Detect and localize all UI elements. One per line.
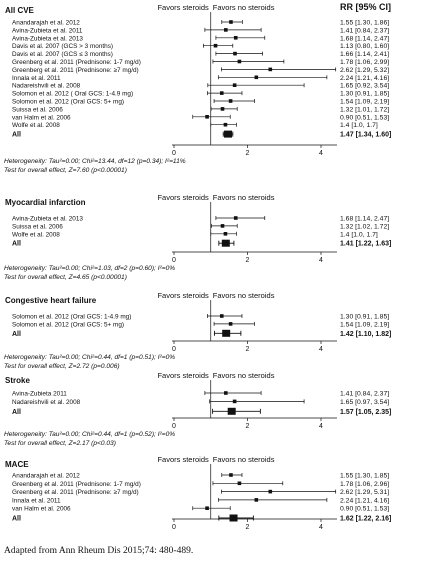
study-point-estimate (234, 36, 238, 40)
study-point-estimate (234, 216, 238, 220)
study-point-estimate (220, 314, 224, 318)
study-rr-ci: 1.78 [1.06, 2.96] (340, 480, 390, 488)
forest-panel-2 (4, 291, 391, 370)
study-label: Innala et al. 2011 (12, 74, 61, 82)
overall-effect-note: Test for overall effect, Z=7.60 (p<0.00001) (4, 167, 127, 174)
pooled-rr-ci: 1.62 [1.22, 2.16] (340, 515, 392, 523)
favors-steroids-label: Favors steroids (157, 193, 209, 202)
x-axis-tick-label: 0 (172, 150, 176, 157)
study-rr-ci: 1.4 [1.0, 1.7] (340, 122, 378, 130)
study-label: Avina-Zubieta 2011 (12, 390, 67, 398)
x-axis-tick-label: 2 (245, 150, 250, 157)
study-label: Davis et al. 2007 (GCS > 3 months) (12, 43, 114, 51)
study-label: Avina-Zubieta et al. 2013 (12, 215, 83, 223)
study-point-estimate (268, 68, 272, 72)
pooled-rr-ci: 1.42 [1.10, 1.82] (340, 330, 392, 338)
study-label: Suissa et al. 2006 (12, 106, 63, 114)
study-rr-ci: 1.65 [0.92, 3.54] (340, 82, 390, 90)
study-point-estimate (214, 44, 218, 48)
study-point-estimate (268, 490, 272, 494)
study-rr-ci: 1.41 [0.84, 2.37] (340, 390, 390, 398)
study-label: van Halm et al. 2006 (12, 114, 71, 122)
favors-steroids-label: Favors steroids (157, 455, 209, 464)
study-rr-ci: 0.90 [0.51, 1.53] (340, 505, 390, 513)
study-point-estimate (233, 400, 237, 404)
study-rr-ci: 1.54 [1.09, 2.19] (340, 98, 390, 106)
study-label: Anandarajah et al. 2012 (12, 19, 80, 27)
study-point-estimate (255, 76, 259, 80)
study-rr-ci: 2.62 [1.29, 5.32] (340, 66, 390, 74)
study-point-estimate (221, 224, 225, 228)
rr-ci-header: RR [95% CI] (340, 2, 392, 12)
study-label: Anandarajah et al. 2012 (12, 472, 80, 480)
study-label: Greenberg et al. 2011 (Prednisone: ≥7 mg/d) (12, 489, 139, 497)
study-point-estimate (233, 52, 237, 56)
study-point-estimate (229, 99, 233, 103)
study-rr-ci: 1.41 [0.84, 2.37] (340, 27, 390, 35)
favors-steroids-label: Favors steroids (157, 291, 209, 300)
study-label: Greenberg et al. 2011 (Prednisone: 1-7 mg/d) (12, 59, 141, 66)
pooled-label: All (12, 408, 21, 416)
pooled-rr-ci: 1.47 [1.34, 1.60] (340, 131, 392, 139)
study-label: Avina-Zubieta et al. 2011 (12, 27, 83, 35)
study-point-estimate (229, 20, 233, 24)
study-label: Avina-Zubieta et al. 2013 (12, 35, 83, 43)
study-point-estimate (238, 482, 242, 486)
x-axis-tick-label: 0 (172, 423, 176, 430)
study-rr-ci: 1.68 [1.14, 2.47] (340, 215, 390, 223)
study-label: Solomon et al. 2012 (Oral GCS: 5+ mg) (12, 98, 125, 106)
study-point-estimate (238, 60, 242, 64)
study-rr-ci: 1.55 [1.30, 1.85] (340, 472, 390, 480)
pooled-point-estimate (230, 515, 238, 522)
study-rr-ci: 1.55 [1.30, 1.86] (340, 19, 390, 27)
study-point-estimate (205, 506, 209, 510)
overall-effect-note: Test for overall effect, Z=2.17 (p<0.03) (4, 440, 116, 447)
study-rr-ci: 1.13 [0.80, 1.60] (340, 43, 390, 51)
study-label: Wolfe et al. 2008 (12, 122, 60, 130)
favors-no-steroids-label: Favors no steroids (212, 371, 275, 380)
study-label: Suissa et al. 2006 (12, 223, 63, 231)
study-rr-ci: 1.54 [1.09, 2.19] (340, 321, 390, 329)
x-axis-tick-label: 4 (319, 423, 323, 430)
study-rr-ci: 1.30 [0.91, 1.85] (340, 313, 390, 321)
study-point-estimate (224, 28, 228, 32)
heterogeneity-note: Heterogeneity: Tau²=0.00; Chi²=1.03, df=2 (p=0.60); I²=0% (4, 265, 176, 272)
study-label: Solomon et al. 2012 (Oral GCS: 1-4.9 mg) (12, 313, 132, 321)
favors-no-steroids-label: Favors no steroids (212, 3, 275, 12)
study-rr-ci: 1.32 [1.01, 1.72] (340, 106, 390, 114)
study-label: Greenberg et al. 2011 (Prednisone: 1-7 mg/d) (12, 480, 141, 488)
pooled-rr-ci: 1.41 [1.22, 1.63] (340, 240, 392, 248)
study-label: Nadareishvili et al. 2008 (12, 398, 81, 406)
study-label: Innala et al. 2011 (12, 497, 61, 505)
overall-effect-note: Test for overall effect, Z=2.72 (p=0.006) (4, 363, 120, 370)
study-label: Nadareishvili et al. 2008 (12, 82, 81, 90)
pooled-label: All (12, 131, 21, 139)
panel-title: Stroke (5, 376, 30, 385)
study-point-estimate (224, 123, 228, 127)
study-rr-ci: 1.30 [0.91, 1.85] (340, 90, 390, 98)
pooled-label: All (12, 515, 21, 523)
study-label: Solomon et al. 2012 ( Oral GCS: 1-4.9 mg) (12, 90, 134, 98)
x-axis-tick-label: 2 (245, 524, 250, 531)
study-rr-ci: 1.65 [0.97, 3.54] (340, 398, 390, 406)
study-rr-ci: 1.66 [1.14, 2.41] (340, 51, 390, 59)
study-label: Solomon et al. 2012 (Oral GCS: 5+ mg) (12, 321, 125, 329)
study-rr-ci: 1.68 [1.14, 2.47] (340, 35, 390, 43)
favors-steroids-label: Favors steroids (157, 3, 209, 12)
study-point-estimate (205, 115, 209, 119)
pooled-point-estimate (228, 408, 236, 415)
overall-effect-note: Test for overall effect, Z=4.65 (p<0.00001) (4, 274, 127, 281)
study-rr-ci: 2.62 [1.29, 5.31] (340, 489, 390, 497)
heterogeneity-note: Heterogeneity: Tau²=0.00; Chi²=13.44, df=12 (p=0.34); I²=11% (4, 158, 186, 165)
study-point-estimate (220, 91, 224, 95)
forest-panel-1 (4, 193, 391, 281)
study-rr-ci: 0.90 [0.51, 1.53] (340, 114, 390, 122)
study-point-estimate (221, 107, 225, 111)
study-point-estimate (229, 322, 233, 326)
heterogeneity-note: Heterogeneity: Tau²=0.00; Chi²=0.44, df=1 (p=0.51); I²=0% (4, 354, 176, 361)
panel-title: All CVE (5, 6, 34, 15)
study-rr-ci: 1.32 [1.02, 1.72] (340, 223, 390, 231)
source-caption: Adapted from Ann Rheum Dis 2015;74: 480-489. (4, 546, 194, 556)
forest-panel-3 (4, 371, 391, 447)
pooled-point-estimate (222, 330, 230, 337)
study-point-estimate (224, 232, 228, 236)
pooled-point-estimate (224, 131, 232, 138)
study-rr-ci: 2.24 [1.21, 4.16] (340, 74, 390, 82)
study-label: Davis et al. 2007 (GCS ≤ 3 months) (12, 51, 113, 59)
panel-title: Congestive heart failure (5, 296, 97, 305)
pooled-label: All (12, 240, 21, 248)
study-rr-ci: 1.4 [1.0, 1.7] (340, 231, 378, 239)
pooled-rr-ci: 1.57 [1.05, 2.35] (340, 408, 392, 416)
x-axis-tick-label: 0 (172, 524, 176, 531)
x-axis-tick-label: 4 (319, 150, 323, 157)
study-point-estimate (233, 83, 237, 87)
favors-no-steroids-label: Favors no steroids (212, 455, 275, 464)
x-axis-tick-label: 0 (172, 346, 176, 353)
panel-title: MACE (5, 460, 29, 469)
x-axis-tick-label: 2 (245, 423, 250, 430)
favors-steroids-label: Favors steroids (157, 371, 209, 380)
panel-title: Myocardial infarction (5, 198, 86, 207)
favors-no-steroids-label: Favors no steroids (212, 291, 275, 300)
study-rr-ci: 2.24 [1.21, 4.16] (340, 497, 390, 505)
x-axis-tick-label: 4 (319, 257, 323, 264)
pooled-label: All (12, 330, 21, 338)
study-label: Wolfe et al. 2008 (12, 231, 60, 239)
x-axis-tick-label: 4 (319, 524, 323, 531)
study-label: Greenberg et al. 2011 (Prednisone: ≥7 mg/d) (12, 66, 139, 74)
x-axis-tick-label: 4 (319, 346, 323, 353)
x-axis-tick-label: 2 (245, 257, 250, 264)
x-axis-tick-label: 0 (172, 257, 176, 264)
pooled-point-estimate (222, 240, 230, 247)
study-point-estimate (224, 391, 228, 395)
heterogeneity-note: Heterogeneity: Tau²=0.00; Chi²=0.44, df=1 (p=0.52); I²=0% (4, 431, 176, 438)
x-axis-tick-label: 2 (245, 346, 250, 353)
study-label: van Halm et al. 2006 (12, 505, 71, 513)
forest-panel-4 (5, 455, 391, 531)
study-point-estimate (229, 473, 233, 477)
study-point-estimate (255, 498, 259, 502)
study-rr-ci: 1.78 [1.06, 2.99] (340, 59, 390, 66)
forest-panel-0 (4, 3, 391, 174)
favors-no-steroids-label: Favors no steroids (212, 193, 275, 202)
